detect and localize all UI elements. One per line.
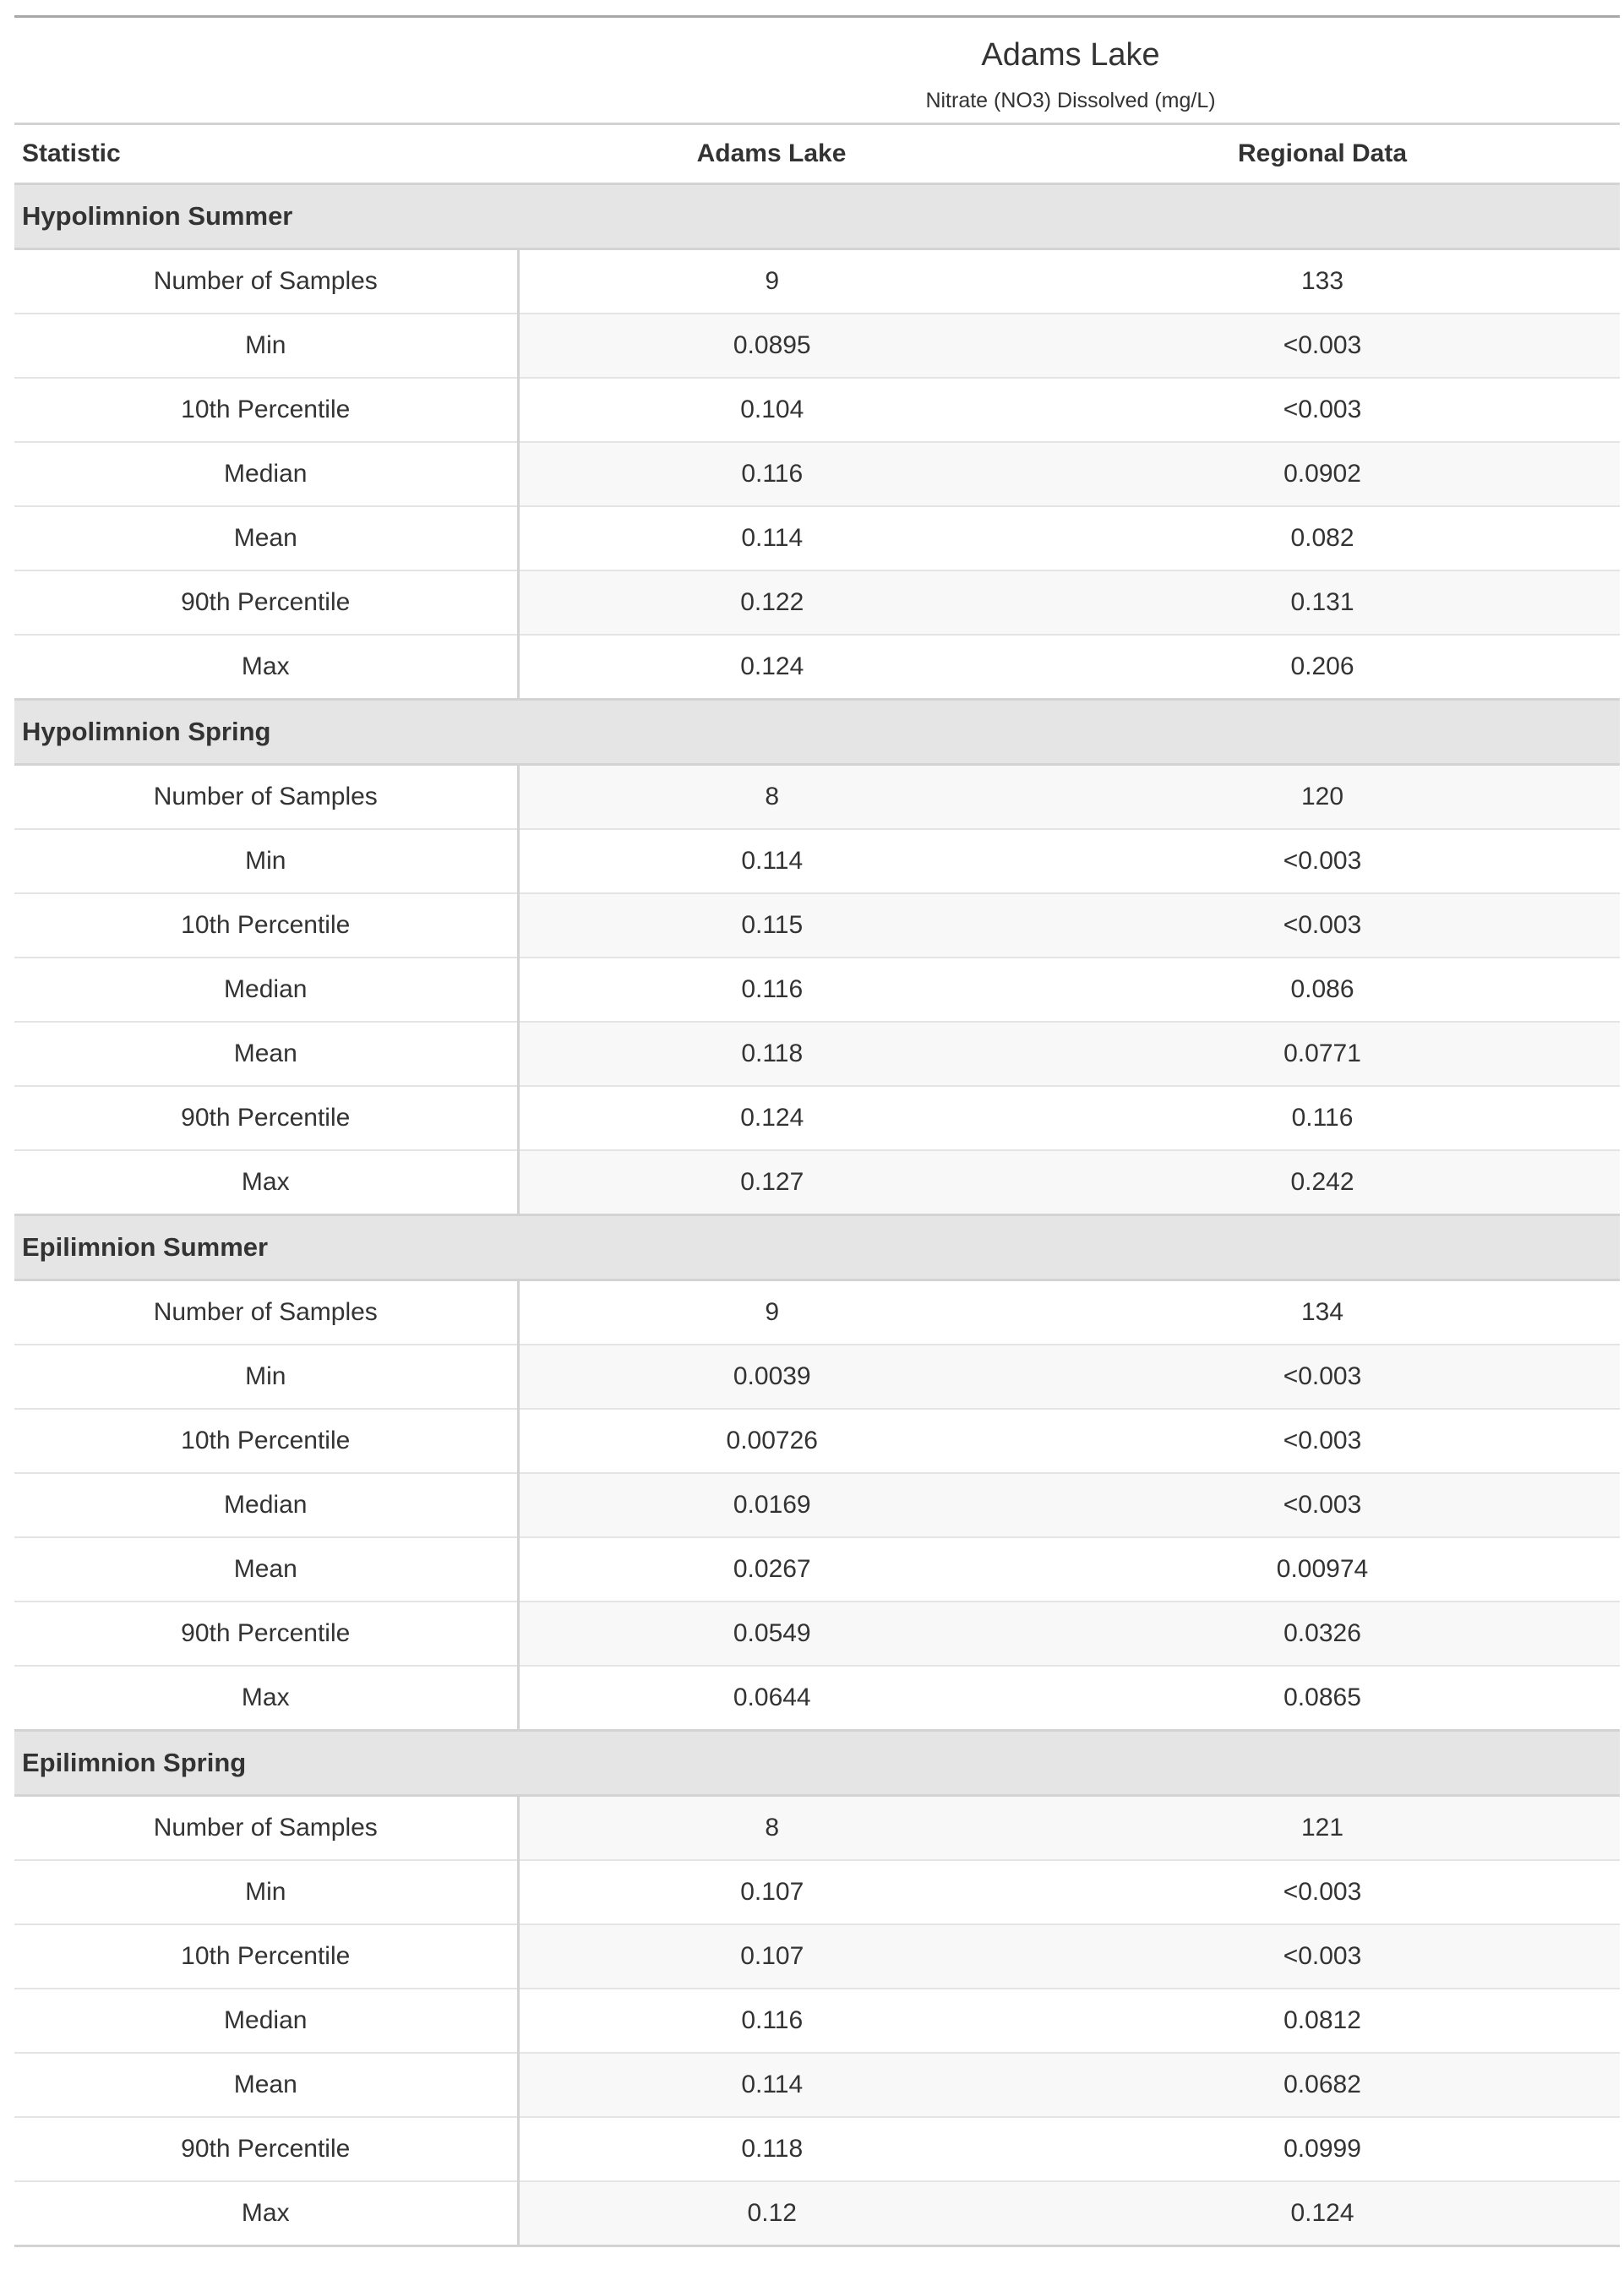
table-row	[14, 1280, 1620, 1345]
adams-lake-value-cell: 0.107	[518, 1860, 1025, 1924]
adams-lake-value-cell: 8	[518, 1796, 1025, 1861]
regional-data-value-cell: 0.0682	[1025, 2053, 1620, 2117]
regional-data-value-cell: <0.003	[1025, 1345, 1620, 1409]
adams-lake-value-cell: 0.124	[518, 1086, 1025, 1150]
title-row	[14, 17, 1620, 79]
adams-lake-value-cell: 0.0644	[518, 1666, 1025, 1731]
table-row	[14, 1150, 1620, 1215]
statistic-cell: Max	[14, 1150, 518, 1215]
statistic-cell: Min	[14, 1345, 518, 1409]
table-row	[14, 1409, 1620, 1473]
regional-data-value-cell: <0.003	[1025, 893, 1620, 958]
group-label: Epilimnion Spring	[14, 1731, 1620, 1796]
table-body	[14, 184, 1620, 2246]
table-row	[14, 2181, 1620, 2246]
statistic-cell: Number of Samples	[14, 249, 518, 314]
table-header	[14, 17, 1620, 184]
statistic-cell: Number of Samples	[14, 1280, 518, 1345]
adams-lake-value-cell: 0.116	[518, 958, 1025, 1022]
group-label: Hypolimnion Spring	[14, 700, 1620, 765]
regional-data-value-cell: <0.003	[1025, 1860, 1620, 1924]
table-row	[14, 2053, 1620, 2117]
adams-lake-value-cell: 0.0895	[518, 314, 1025, 378]
adams-lake-value-cell: 0.0549	[518, 1602, 1025, 1666]
regional-data-value-cell: 0.242	[1025, 1150, 1620, 1215]
table-row	[14, 442, 1620, 506]
adams-lake-value-cell: 0.116	[518, 1989, 1025, 2053]
statistic-cell: Median	[14, 1473, 518, 1537]
adams-lake-value-cell: 0.118	[518, 1022, 1025, 1086]
regional-data-value-cell: 120	[1025, 765, 1620, 830]
statistic-cell: Median	[14, 442, 518, 506]
regional-data-value-cell: 0.0865	[1025, 1666, 1620, 1731]
adams-lake-value-cell: 9	[518, 1280, 1025, 1345]
statistic-cell: Mean	[14, 506, 518, 570]
adams-lake-value-cell: 0.118	[518, 2117, 1025, 2181]
group-row	[14, 1731, 1620, 1796]
adams-lake-value-cell: 0.00726	[518, 1409, 1025, 1473]
adams-lake-value-cell: 0.115	[518, 893, 1025, 958]
table-row	[14, 1989, 1620, 2053]
table-title: Adams Lake	[14, 17, 1620, 79]
statistic-cell: Median	[14, 958, 518, 1022]
statistic-cell: Mean	[14, 2053, 518, 2117]
adams-lake-value-cell: 0.0039	[518, 1345, 1025, 1409]
table-row	[14, 1022, 1620, 1086]
regional-data-value-cell: 0.082	[1025, 506, 1620, 570]
subtitle-row	[14, 79, 1620, 124]
regional-data-value-cell: 0.0771	[1025, 1022, 1620, 1086]
statistic-cell: Max	[14, 2181, 518, 2246]
group-row	[14, 1215, 1620, 1280]
adams-lake-value-cell: 0.114	[518, 506, 1025, 570]
regional-data-value-cell: 133	[1025, 249, 1620, 314]
adams-lake-value-cell: 0.104	[518, 378, 1025, 442]
table-row	[14, 829, 1620, 893]
table-row	[14, 1473, 1620, 1537]
column-header-statistic: Statistic	[14, 124, 518, 184]
adams-lake-value-cell: 0.0267	[518, 1537, 1025, 1602]
table-row	[14, 314, 1620, 378]
column-header-adams-lake: Adams Lake	[518, 124, 1025, 184]
statistic-cell: 90th Percentile	[14, 2117, 518, 2181]
regional-data-value-cell: 121	[1025, 1796, 1620, 1861]
table-row	[14, 893, 1620, 958]
table-row	[14, 1796, 1620, 1861]
regional-data-value-cell: 0.00974	[1025, 1537, 1620, 1602]
statistic-cell: 90th Percentile	[14, 1086, 518, 1150]
statistic-cell: 10th Percentile	[14, 893, 518, 958]
table-row	[14, 570, 1620, 635]
statistic-cell: 90th Percentile	[14, 570, 518, 635]
statistic-cell: Max	[14, 635, 518, 700]
regional-data-value-cell: <0.003	[1025, 314, 1620, 378]
adams-lake-value-cell: 0.116	[518, 442, 1025, 506]
adams-lake-value-cell: 8	[518, 765, 1025, 830]
group-row	[14, 700, 1620, 765]
table-row	[14, 506, 1620, 570]
table-row	[14, 1666, 1620, 1731]
adams-lake-value-cell: 0.107	[518, 1924, 1025, 1989]
regional-data-value-cell: 0.0902	[1025, 442, 1620, 506]
regional-data-value-cell: 0.131	[1025, 570, 1620, 635]
table-row	[14, 1860, 1620, 1924]
statistic-cell: Mean	[14, 1022, 518, 1086]
table-row	[14, 1345, 1620, 1409]
column-header-row	[14, 124, 1620, 184]
regional-data-value-cell: 0.0812	[1025, 1989, 1620, 2053]
group-label: Epilimnion Summer	[14, 1215, 1620, 1280]
table-row	[14, 1537, 1620, 1602]
adams-lake-value-cell: 0.114	[518, 2053, 1025, 2117]
table-row	[14, 1086, 1620, 1150]
statistic-cell: Max	[14, 1666, 518, 1731]
regional-data-value-cell: 0.0999	[1025, 2117, 1620, 2181]
regional-data-value-cell: <0.003	[1025, 1409, 1620, 1473]
column-header-regional-data: Regional Data	[1025, 124, 1620, 184]
statistic-cell: Min	[14, 1860, 518, 1924]
statistic-cell: 10th Percentile	[14, 1409, 518, 1473]
table-row	[14, 2117, 1620, 2181]
regional-data-value-cell: <0.003	[1025, 1473, 1620, 1537]
statistic-cell: Number of Samples	[14, 765, 518, 830]
regional-data-value-cell: 0.116	[1025, 1086, 1620, 1150]
statistic-cell: Mean	[14, 1537, 518, 1602]
regional-data-value-cell: <0.003	[1025, 829, 1620, 893]
regional-data-value-cell: 0.124	[1025, 2181, 1620, 2246]
group-label: Hypolimnion Summer	[14, 184, 1620, 249]
table-row	[14, 958, 1620, 1022]
statistic-cell: Median	[14, 1989, 518, 2053]
regional-data-value-cell: 0.206	[1025, 635, 1620, 700]
regional-data-value-cell: 0.0326	[1025, 1602, 1620, 1666]
statistic-cell: Min	[14, 829, 518, 893]
regional-data-value-cell: 134	[1025, 1280, 1620, 1345]
statistics-table	[14, 15, 1620, 2247]
table-subtitle: Nitrate (NO3) Dissolved (mg/L)	[14, 79, 1620, 124]
group-row	[14, 184, 1620, 249]
adams-lake-value-cell: 0.127	[518, 1150, 1025, 1215]
statistic-cell: Number of Samples	[14, 1796, 518, 1861]
adams-lake-value-cell: 0.122	[518, 570, 1025, 635]
table-row	[14, 1602, 1620, 1666]
statistic-cell: 90th Percentile	[14, 1602, 518, 1666]
table-row	[14, 1924, 1620, 1989]
statistic-cell: 10th Percentile	[14, 378, 518, 442]
table-row	[14, 378, 1620, 442]
table-row	[14, 765, 1620, 830]
adams-lake-value-cell: 9	[518, 249, 1025, 314]
statistic-cell: 10th Percentile	[14, 1924, 518, 1989]
regional-data-value-cell: <0.003	[1025, 378, 1620, 442]
adams-lake-value-cell: 0.0169	[518, 1473, 1025, 1537]
regional-data-value-cell: <0.003	[1025, 1924, 1620, 1989]
regional-data-value-cell: 0.086	[1025, 958, 1620, 1022]
table-row	[14, 635, 1620, 700]
adams-lake-value-cell: 0.124	[518, 635, 1025, 700]
adams-lake-value-cell: 0.12	[518, 2181, 1025, 2246]
statistic-cell: Min	[14, 314, 518, 378]
table-row	[14, 249, 1620, 314]
adams-lake-value-cell: 0.114	[518, 829, 1025, 893]
